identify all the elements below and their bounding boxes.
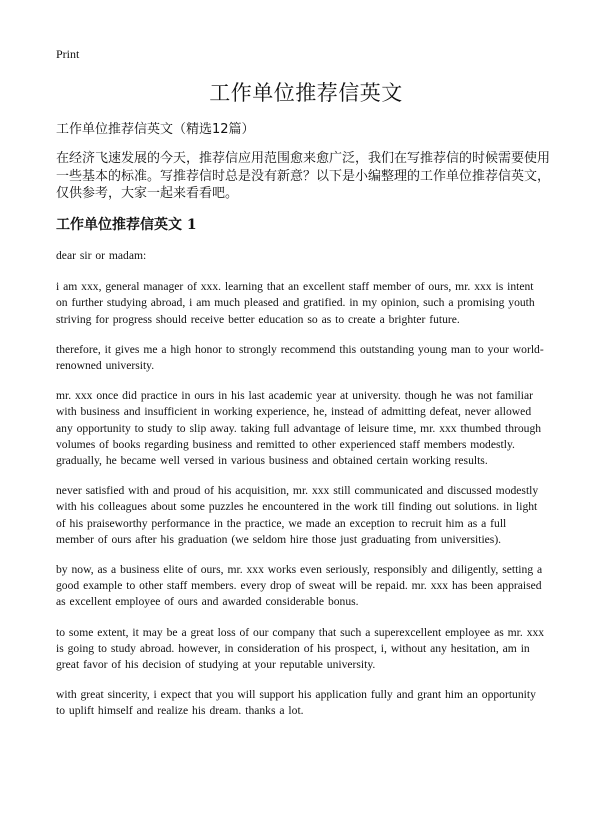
letter-paragraph: therefore, it gives me a high honor to strongly recommend this outstanding young man to your world-renowned university. xyxy=(56,342,544,373)
letter-paragraph: by now, as a business elite of ours, mr. xxx works even seriously, responsibly and diligently, setting a good example to other staff members. every drop of sweat will be repaid. mr. xxx has been appraised as excellent employee of ours and awarded considerable bonus. xyxy=(56,563,543,609)
letter-paragraph: i am xxx, general manager of xxx. learning that an excellent staff member of ours, mr. xxx is intent on further studying abroad, i am much pleased and gratified. in my opinion, such a promising youth striving for progress should receive better education so as to create a brighter future. xyxy=(56,280,535,326)
print-link[interactable]: Print xyxy=(56,47,80,61)
page-title: 工作单位推荐信英文 xyxy=(209,81,403,105)
letter-body xyxy=(56,248,548,734)
letter-paragraph: to some extent, it may be a great loss of our company that such a superexcellent employee as mr. xxx is going to study abroad. however, in consideration of his prospect, i, without any hesitation, am in great favor of his decision of studying at your reputable university. xyxy=(56,625,545,672)
document-subtitle: 工作单位推荐信英文（精选12篇） xyxy=(56,122,255,137)
intro-paragraph: 在经济飞速发展的今天，推荐信应用范围愈来愈广泛，我们在写推荐信的时候需要使用一些基本的标准。写推荐信时总是没有新意？以下是小编整理的工作单位推荐信英文，仅供参考，大家一起来看看吧。 xyxy=(56,151,551,201)
letter-paragraph: with great sincerity, i expect that you will support his application fully and grant him an opportunity to uplift himself and realize his dream. thanks a lot. xyxy=(56,688,536,718)
letter-greeting: dear sir or madam: xyxy=(56,249,147,262)
letter-paragraph: never satisfied with and proud of his acquisition, mr. xxx still communicated and discussed modestly with his colleagues about some puzzles he encountered in the work till finding out solutions. in light of his praiseworthy performance in the practice, we made an exception to recruit him as a full member of ours after his graduation (we seldom hire those just graduating from universities). xyxy=(56,484,539,546)
letter-paragraph: mr. xxx once did practice in ours in his last academic year at university. though he was not familiar with business and insufficient in working experience, he, instead of admitting defeat, never allowed any opportunity to study to slip away. taking full advantage of leisure time, mr. xxx thumbed through volumes of books regarding business and remitted to other experienced staff members modestly. gradually, he became well versed in various business and obtained certain working results. xyxy=(56,389,542,468)
section-heading: 工作单位推荐信英文 1 xyxy=(56,217,197,233)
